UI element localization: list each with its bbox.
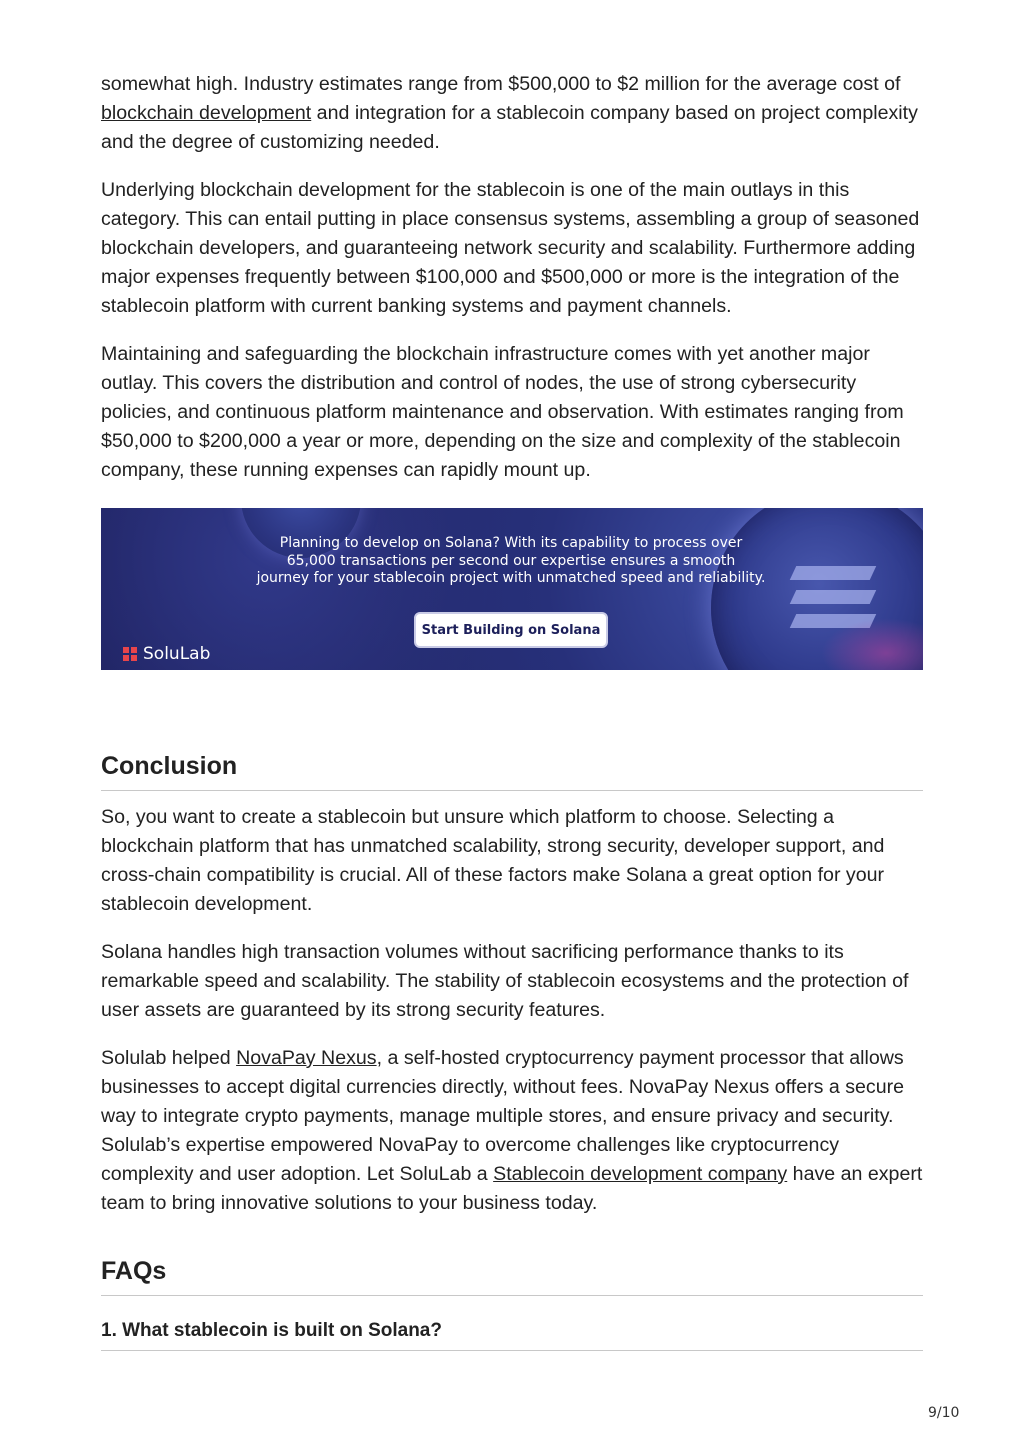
paragraph-text: somewhat high. Industry estimates range from $500,000 to $2 million for the average cost of [101,73,901,95]
document-content [101,70,923,1351]
banner-text [231,535,791,588]
paragraph-development-outlays: Underlying blockchain development for the stablecoin is one of the main outlays in this category. This can entail putting in place consensus systems, assembling a group of seasoned blockchain developers, and guaranteeing network security and scalability. Furthermore adding major expenses frequently between $100,000 and $500,000 or more is the integration of the stablecoin platform with current banking systems and payment channels. [101,179,920,317]
conclusion-paragraph-3 [101,1044,923,1218]
paragraph-text: Solulab helped [101,1047,237,1069]
faq-question-1[interactable]: 1. What stablecoin is built on Solana? [101,1320,923,1351]
banner-glow [821,618,923,670]
faqs-heading: FAQs [101,1257,923,1296]
paragraph-maintenance-outlays: Maintaining and safeguarding the blockchain infrastructure comes with yet another major outlay. This covers the distribution and control of nodes, the use of strong cybersecurity policies, and continuous platform maintenance and observation. With estimates ranging from $50,000 to $200,000 a year or more, depending on the size and complexity of the stablecoin company, these running expenses can rapidly mount up. [101,343,904,481]
paragraph-cost-estimate [101,70,923,157]
stablecoin-development-company-link[interactable]: Stablecoin development company [493,1163,788,1185]
page-number: 9/10 [928,1405,960,1421]
start-building-button[interactable]: Start Building on Solana [414,612,608,648]
paragraph-text: and integration for a stablecoin company based on project complexity and the degree of customizing needed. [101,102,918,153]
blockchain-development-link[interactable]: blockchain development [101,102,312,124]
conclusion-heading: Conclusion [101,752,923,791]
solulab-logo-icon [123,647,137,661]
solulab-logo-text: SoluLab [143,644,211,664]
solulab-logo [123,644,210,664]
banner-line-3: journey for your stablecoin project with unmatched speed and reliability. [256,570,766,586]
paragraph-text: have an expert team to bring innovative solutions to your business today. [101,1163,923,1214]
paragraph-text: , a self-hosted cryptocurrency payment processor that allows businesses to accept digital currencies directly, without fees. NovaPay Nexus offers a secure way to integrate crypto payments, manage multiple stores, and ensure privacy and security. Solulab’s expertise empowered NovaPay to overcome challenges like cryptocurrency complexity and user adoption. Let SoluLab a [101,1047,905,1185]
conclusion-paragraph-1: So, you want to create a stablecoin but unsure which platform to choose. Selecting a blockchain platform that has unmatched scalability, strong security, developer support, and cross-chain compatibility is crucial. All of these factors make Solana a great option for your stablecoin development. [101,806,885,915]
banner-line-1: Planning to develop on Solana? With its capability to process over [279,535,743,551]
conclusion-paragraph-2: Solana handles high transaction volumes without sacrificing performance thanks to its remarkable speed and scalability. The stability of stablecoin ecosystems and the protection of user assets are guaranteed by its strong security features. [101,941,909,1021]
solana-promo-banner[interactable] [101,508,923,670]
banner-line-2: 65,000 transactions per second our expertise ensures a smooth [286,552,736,569]
novapay-nexus-link[interactable]: NovaPay Nexus [236,1047,377,1069]
